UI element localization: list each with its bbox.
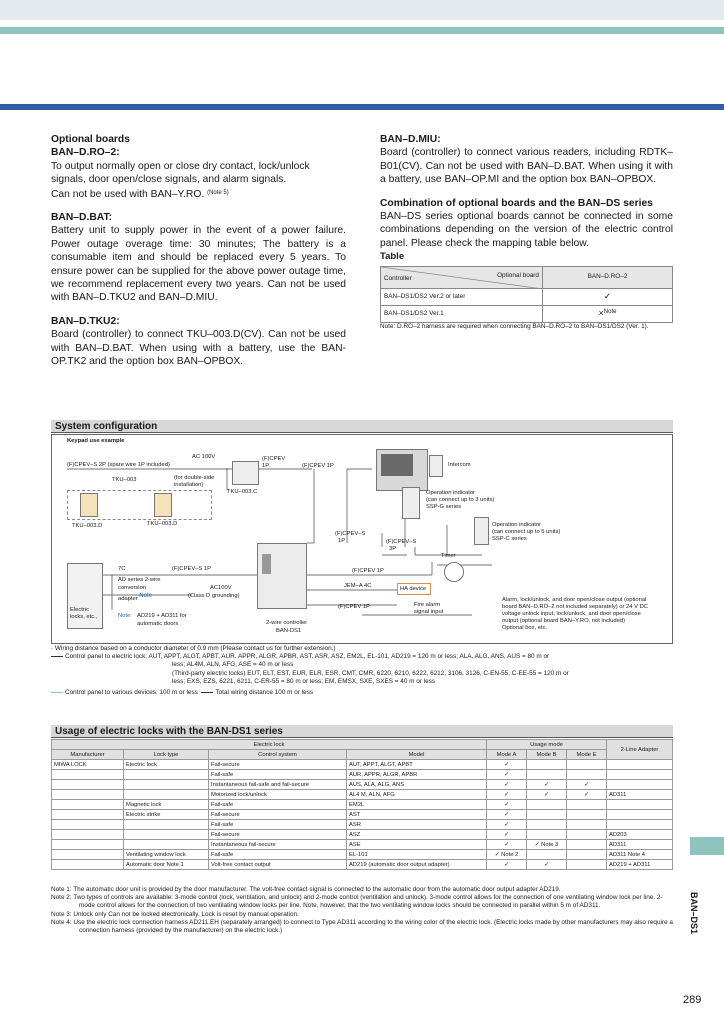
ad-series-1: AD series 2-wire <box>118 577 161 583</box>
op-ind-g-1: Operation indicator <box>426 490 475 496</box>
table-cell: Volt-free contact output <box>209 860 347 870</box>
table-cell <box>607 780 673 790</box>
miu-heading: BAN–D.MIU: <box>380 134 441 145</box>
table-row <box>52 780 673 790</box>
hdr-control-system: Control system <box>209 750 347 760</box>
tku003d-label-1: TKU–003.D <box>72 523 103 529</box>
table-cell <box>124 790 209 800</box>
alarm-text-4: output (optional board BAN–Y.RO, not included) <box>502 618 625 624</box>
table-cell: Instantaneous fail-safe and fail-secure <box>209 780 347 790</box>
fcpev-s1p-c: (F)CPEV–S 1P <box>172 566 211 572</box>
table-cell: ✓ <box>487 810 527 820</box>
table-cell <box>124 770 209 780</box>
fcpev1p-b: 1P <box>262 463 270 469</box>
table-cell: Fail-safe <box>209 800 347 810</box>
table-cell <box>527 850 567 860</box>
hdr-mode-a: Mode A <box>487 750 527 760</box>
ctrl-label-2: BAN-DS1 <box>276 628 302 634</box>
table-cell: ✓ <box>487 860 527 870</box>
map-row1-value: ✓ <box>543 288 673 305</box>
ssp-g-device <box>402 487 420 519</box>
ctrl-label-1: 2-wire controller <box>266 620 308 626</box>
tku2-heading: BAN–D.TKU2: <box>51 315 120 327</box>
ro2-text2: Can not be used with BAN–Y.RO. $^{(Note 5)}$ <box>51 188 229 200</box>
table-cell: AD219 + AD311 <box>607 860 673 870</box>
table-cell: EM2L <box>347 800 487 810</box>
table-cell: Fail-safe <box>209 850 347 860</box>
map-corner-cell <box>381 266 543 288</box>
tku003d-label-2: TKU–003.D <box>147 521 178 527</box>
tku2-text: Board (controller) to connect TKU–003.D(CV). Can not be used with BAN–D.BAT. When using with a battery, use the BAN-OP.TK2 and the option box BAN–OPBOX. <box>51 329 346 368</box>
keypad-label: Keypad use example <box>67 438 125 444</box>
fcpev-1p-e: (F)CPEV 1P <box>338 604 370 610</box>
wire-note-5: less; EXS, EZS, 6221, 6211, C-ER-55 = 80 m or less; EM, EMSX, SXE, SXES = 40 m or less <box>172 677 436 685</box>
wire-note-4: (Third-party electric locks) EUT, ELT, EST, EUR, ELR, ESR, CMT, CMR, 6220, 6210, 6222, 6212, 3106, 3126, C-EN-55, C-EE-55 = 120 m or <box>172 669 569 677</box>
double-side-label: (for double-side <box>174 475 215 481</box>
locks-title: Usage of electric locks with the BAN-DS1 series <box>51 725 673 738</box>
table-cell: ✓ <box>487 760 527 770</box>
table-cell <box>567 770 607 780</box>
table-cell: ✓ <box>527 860 567 870</box>
table-cell: ✓ <box>487 840 527 850</box>
timer-label: Timer <box>441 553 456 559</box>
op-ind-c-2: (can connect up to 5 units) <box>492 529 561 535</box>
table-cell: Ventilating window lock <box>124 850 209 860</box>
side-tab: BAN–DS1 <box>689 892 699 935</box>
table-cell: ASR <box>347 820 487 830</box>
table-cell <box>52 830 124 840</box>
table-cell: Fail-secure <box>209 830 347 840</box>
map-hdr-bottom: Controller <box>384 275 412 283</box>
fcpev-s3p-b: 3P <box>389 546 397 552</box>
table-cell <box>527 830 567 840</box>
right-column <box>380 133 673 331</box>
ac100v-b: AC100V <box>210 585 232 591</box>
table-cell: AD311 <box>607 790 673 800</box>
table-cell <box>52 820 124 830</box>
ro2-heading: BAN–D.RO–2: <box>51 147 120 159</box>
fcpev-s3p-a: (F)CPEV–S <box>386 539 417 545</box>
lock-note-3: Note 3: Unlock only Can not be locked electronically. Lock is reset by manual operation. <box>51 910 299 918</box>
table-row <box>52 850 673 860</box>
class-d-label: (Class D grounding) <box>188 593 240 599</box>
table-cell <box>567 820 607 830</box>
table-cell: AD311 <box>607 840 673 850</box>
ad-series-2: conversion <box>118 585 147 591</box>
table-cell: ✓ <box>487 770 527 780</box>
wire-note-3: less; AL4M, ALN, AFG, ASE = 40 m or less <box>172 661 294 669</box>
map-hdr-col: BAN–D.RO–2 <box>543 266 673 288</box>
table-cell: Electric lock <box>124 760 209 770</box>
electric-locks-2: locks, etc., <box>70 614 98 620</box>
fcpev-s1p-b: 1P <box>338 538 346 544</box>
ac100v-label: AC 100V <box>192 454 216 460</box>
table-cell: ✓ <box>487 830 527 840</box>
bat-heading: BAN–D.BAT: <box>51 212 113 224</box>
side-tab-marker <box>690 837 724 855</box>
tku003c-device <box>232 461 259 485</box>
table-cell: Fail-safe <box>209 770 347 780</box>
hdr-manufacturer: Manufacturer <box>52 750 124 760</box>
table-cell <box>527 760 567 770</box>
ssp-c-device <box>474 517 489 545</box>
alarm-text-5: Optional box, etc. <box>502 625 548 631</box>
intercom-device <box>429 455 443 477</box>
hdr-electric-lock: Electric lock <box>52 740 487 750</box>
keypad-device-1 <box>80 493 98 517</box>
table-cell: ✓ <box>487 800 527 810</box>
wire-note-2: Control panel to electric lock: AUT, APPT, ALGT, APBT, AUR, APPR, ALGR, APBR, AST, ASR, ASZ, EM2L, EL-101, AD219 = 120 m or less; ALA, ALG, ANS, AUS = 80 m or <box>51 653 673 661</box>
map-note: Note: D.RO–2 harness are required when connecting BAN–D.RO–2 to BAN–DS1/DS2 (Ver. 1). <box>380 322 649 330</box>
table-cell <box>567 760 607 770</box>
table-cell <box>567 810 607 820</box>
table-cell <box>527 800 567 810</box>
page-number: 289 <box>683 994 702 1006</box>
mapping-table <box>380 266 673 323</box>
wire-note-1: · Wiring distance based on a conductor diameter of 0.9 mm (Please contact us for further extension.) <box>51 645 336 652</box>
fcpev-s1p-a: (F)CPEV–S <box>335 531 366 537</box>
table-cell <box>124 840 209 850</box>
top-accent-line <box>0 27 724 34</box>
table-cell <box>52 810 124 820</box>
table-cell: Automatic door Note 1 <box>124 860 209 870</box>
note-ad-2: AD219 + AD311 for <box>137 613 187 619</box>
hdr-lock-type: Lock type <box>124 750 209 760</box>
table-row <box>52 790 673 800</box>
table-cell: AL4 M, ALN, AFG <box>347 790 487 800</box>
table-cell <box>607 800 673 810</box>
table-cell <box>124 820 209 830</box>
table-cell: ✓ <box>567 790 607 800</box>
table-cell <box>124 780 209 790</box>
table-cell <box>52 800 124 810</box>
table-cell: ✓ <box>487 820 527 830</box>
electric-locks-1: Electric <box>70 607 90 613</box>
table-cell: ASE <box>347 840 487 850</box>
table-cell: AUS, ALA, ALG, ANS <box>347 780 487 790</box>
table-row <box>52 830 673 840</box>
op-ind-c-1: Operation indicator <box>492 522 541 528</box>
table-cell: Magnetic lock <box>124 800 209 810</box>
table-cell: AUT, APPT, ALGT, APBT <box>347 760 487 770</box>
note-ad-3: automatic doors <box>137 621 179 627</box>
table-cell: ✓ <box>487 790 527 800</box>
bat-text: Battery unit to supply power in the event of a power failure. Power outage overage time: 30 minutes; The battery is a consumable item and should be replaced every 5 years. To ensure power can be supplied for the above power outage time, we recommend replacement every two years. Can not be used with BAN–D.TKU2 and BAN–D.MIU. <box>51 225 346 304</box>
table-cell <box>52 790 124 800</box>
map-table-title: Table <box>380 251 405 263</box>
tku003-label: TKU–003 <box>112 477 137 483</box>
map-hdr-top: Optional board <box>497 271 539 279</box>
table-cell: Fail-secure <box>209 760 347 770</box>
table-cell: Fail-safe <box>209 820 347 830</box>
table-cell: ASZ <box>347 830 487 840</box>
jema-label: JEM–A 4C <box>344 583 372 589</box>
system-diagram <box>51 434 673 644</box>
header-rule <box>0 104 724 110</box>
op-ind-c-3: SSP-C series <box>492 536 527 542</box>
table-cell <box>567 860 607 870</box>
fcpev-s2p-label: (F)CPEV–S 2P (spare wire 1P included) <box>67 462 170 468</box>
table-cell <box>607 810 673 820</box>
hdr-adapter: 2-Line Adapter <box>607 740 673 760</box>
ro2-text: To output normally open or close dry contact, lock/unlock signals, door open/close signals, and alarm signals. <box>51 160 310 186</box>
fcpev1p-a: (F)CPEV <box>262 456 286 462</box>
table-cell <box>124 830 209 840</box>
locks-table <box>51 739 673 870</box>
table-cell: ✓ Note 3 <box>527 840 567 850</box>
double-side-label2: installation) <box>174 482 204 488</box>
table-cell: EL-101 <box>347 850 487 860</box>
lock-rows <box>52 760 673 870</box>
table-cell <box>567 830 607 840</box>
lock-note-4: Note 4: Use the electric lock connection harness AD211.EH (separately arranged) to connect to Type AD311 according to the wiring color of the electric lock. (Electric locks made by other manufacturers may also require a connection harness (provided by the manufacturer) on the electric lock.) <box>51 918 673 935</box>
table-cell: MIWA LOCK <box>52 760 124 770</box>
monitor-screen <box>381 454 413 476</box>
table-cell: Instantaneous fail-secure <box>209 840 347 850</box>
table-cell: AD219 (automatic door output adapter) <box>347 860 487 870</box>
table-cell <box>52 850 124 860</box>
lock-notes <box>51 886 673 935</box>
intercom-label: Intercom <box>448 462 471 468</box>
table-cell <box>52 840 124 850</box>
alarm-text-1: Alarm, lock/unlock, and door open/close output (optional <box>502 597 647 603</box>
map-row2-label: BAN–DS1/DS2 Ver.1 <box>381 305 543 322</box>
fire-alarm-2: signal input <box>414 609 444 615</box>
table-cell: AST <box>347 810 487 820</box>
table-cell: AD311 Note 4 <box>607 850 673 860</box>
ad-series-3: adapter $^{Note}$ <box>118 593 152 602</box>
alarm-text-2: board BAN–D.RO–2 not included separately) or 24 V DC <box>502 604 648 610</box>
timer-icon <box>444 562 464 582</box>
wiring-notes <box>51 645 673 697</box>
table-cell: ✓ <box>527 780 567 790</box>
table-row <box>52 760 673 770</box>
ban-ds1-controller <box>257 543 307 609</box>
ha-device-label: HA device <box>400 586 427 592</box>
fcpev-1p-d: (F)CPEV 1P <box>352 568 384 574</box>
combo-heading: Combination of optional boards and the BAN–DS series <box>380 197 653 209</box>
op-ind-g-3: SSP-G series <box>426 504 462 510</box>
map-row2-cell: ×$^{Note}$ <box>543 305 673 322</box>
monitor-device <box>376 449 428 491</box>
hdr-model: Model <box>347 750 487 760</box>
system-config-title: System configuration <box>51 420 673 433</box>
table-cell <box>567 840 607 850</box>
op-ind-g-2: (can connect up to 3 units) <box>426 497 495 503</box>
tku003c-label: TKU–003.C <box>227 489 258 495</box>
table-cell <box>567 800 607 810</box>
map-row1-label: BAN–DS1/DS2 Ver.2 or later <box>381 288 543 305</box>
table-cell <box>607 770 673 780</box>
table-row <box>52 770 673 780</box>
table-cell <box>52 860 124 870</box>
hdr-mode-b: Mode B <box>527 750 567 760</box>
table-row <box>52 840 673 850</box>
table-cell <box>527 820 567 830</box>
top-band <box>0 0 724 20</box>
table-cell <box>52 770 124 780</box>
table-cell <box>527 810 567 820</box>
table-cell: Electric strike <box>124 810 209 820</box>
lock-note-2: Note 2: Two types of controls are available: 3-mode control (lock, ventilation, and unlock) and 2-mode control (ventilation and unlock). 3-mode control allows for the connection of one ventilating window lock per line. 2-mode control allows for the connection of two ventilating window locks per line. Note, however, that the two ventilating window locks should be connected in parallel within 5 m of AD311. <box>51 894 663 910</box>
wire-note-6: Control panel to various devices: 100 m or less Total wiring distance 100 m or less <box>51 689 673 697</box>
table-cell: Motorized lock/unlock <box>209 790 347 800</box>
table-cell: AUR, APPR, ALGR, APBR <box>347 770 487 780</box>
table-row <box>52 860 673 870</box>
alarm-text-3: voltage unlock input, lock/unlock, and door open/close <box>502 611 641 617</box>
fire-alarm-1: Fire alarm <box>414 602 441 608</box>
table-cell <box>527 770 567 780</box>
left-column <box>51 133 346 369</box>
table-cell <box>567 850 607 860</box>
table-cell: ✓ <box>527 790 567 800</box>
lock-note-1: Note 1: The automatic door unit is provided by the door manufacturer. The volt-free contact signal is connected to the automatic door from the automatic door output adapter AD219. <box>51 886 561 893</box>
hdr-mode-e: Mode E <box>567 750 607 760</box>
table-cell: ✓ Note 2 <box>487 850 527 860</box>
section-title: Optional boards <box>51 134 130 145</box>
table-cell: AD203 <box>607 830 673 840</box>
7c-label: 7C <box>118 566 126 572</box>
controller-panel <box>262 554 271 574</box>
miu-text: Board (controller) to connect various readers, including RDTK–B01(CV). Can not be used with BAN–D.BAT. When using it with a battery, use BAN–OP.MI and the option box BAN–OPBOX. <box>380 147 673 186</box>
table-row <box>52 800 673 810</box>
combo-text: BAN–DS series optional boards cannot be connected in some combinations depending on the version of the electric control panel. Please check the mapping table below. <box>380 211 673 249</box>
table-cell: ✓ <box>567 780 607 790</box>
table-cell <box>607 760 673 770</box>
fcpev1p-c: (F)CPEV 1P <box>302 463 334 469</box>
table-cell: ✓ <box>487 780 527 790</box>
table-cell <box>52 780 124 790</box>
table-row <box>52 810 673 820</box>
hdr-usage-mode: Usage mode <box>487 740 607 750</box>
keypad-device-2 <box>154 493 172 517</box>
note-ad-1: Note: <box>118 613 132 619</box>
table-cell: Fail-secure <box>209 810 347 820</box>
table-row <box>52 820 673 830</box>
table-cell <box>607 820 673 830</box>
